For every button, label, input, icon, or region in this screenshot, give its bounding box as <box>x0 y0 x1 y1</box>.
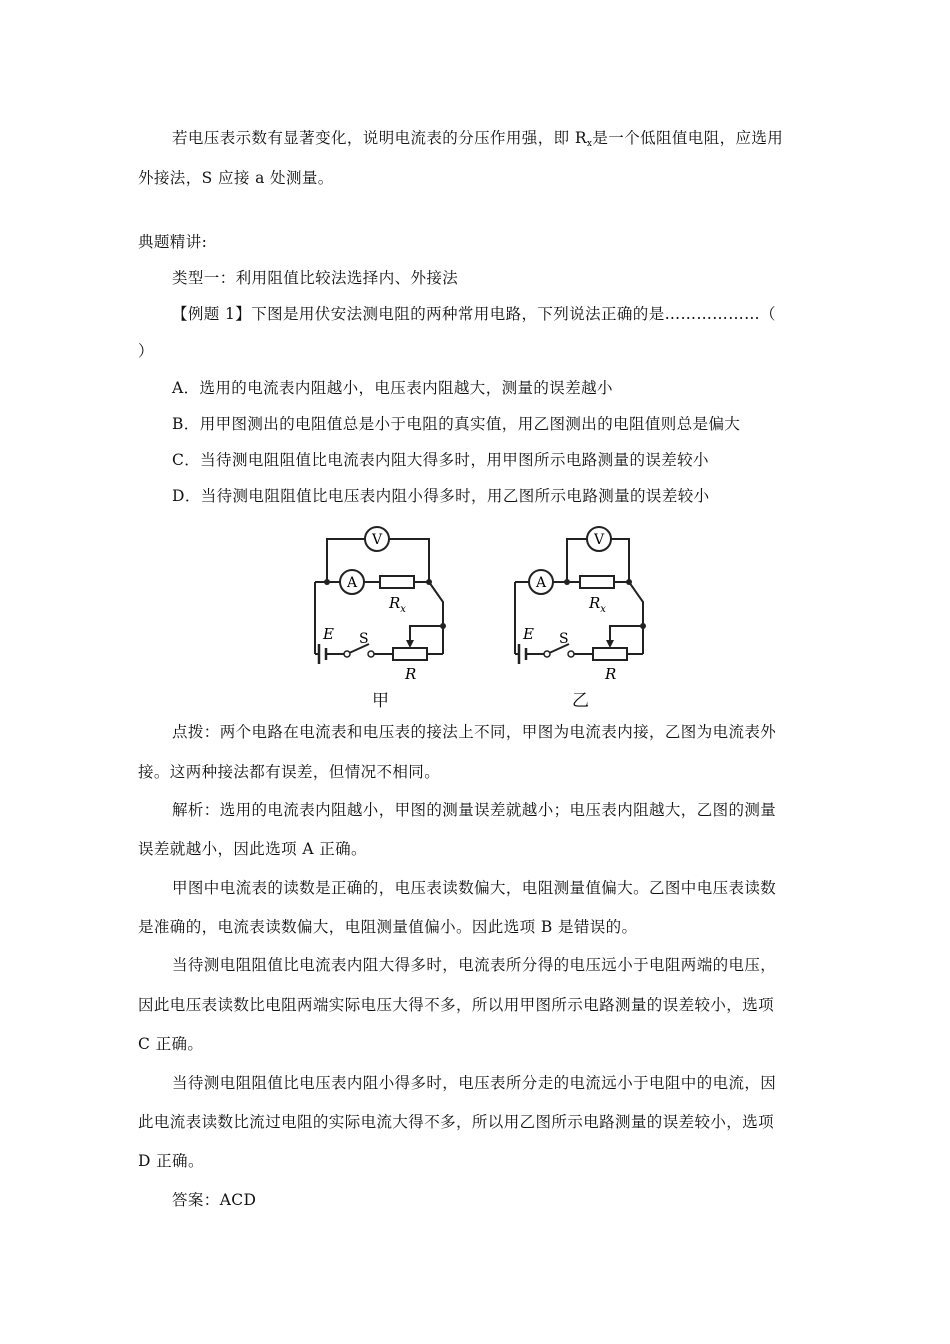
rx-label-jia: $R_x$ <box>389 594 406 615</box>
para1-line2: 外接法，S 应接 a 处测量。 <box>138 169 334 187</box>
analysis-p3-line1: 当待测电阻阻值比电流表内阻大得多时，电流表所分得的电压远小于电阻两端的电压， <box>172 956 777 974</box>
rx-label-yi: $R_x$ <box>589 594 606 615</box>
source-label-yi: E <box>523 625 534 643</box>
switch-label-yi: S <box>559 631 569 647</box>
example-line2: ） <box>138 342 154 360</box>
circuit-jia-svg <box>305 522 465 682</box>
option-c: C．当待测电阻阻值比电流表内阻大得多时，用甲图所示电路测量的误差较小 <box>172 451 709 469</box>
caption-jia: 甲 <box>372 691 389 711</box>
caption-yi: 乙 <box>572 691 589 711</box>
voltmeter-label-jia: V <box>371 532 383 548</box>
rheostat-label-jia: R <box>405 665 417 682</box>
analysis-p1-line2: 误差就越小，因此选项 A 正确。 <box>138 840 367 858</box>
section-title: 典题精讲: <box>138 233 208 251</box>
para1-line1: 若电压表示数有显著变化，说明电流表的分压作用强，即 $R_x$是一个低阻值电阻，应选用 <box>172 129 784 149</box>
option-d: D．当待测电阻阻值比电压表内阻小得多时，用乙图所示电路测量的误差较小 <box>172 487 710 505</box>
analysis-p2-line1: 甲图中电流表的读数是正确的，电压表读数偏大，电阻测量值偏大。乙图中电压表读数 <box>172 879 777 897</box>
analysis-p3-line3: C 正确。 <box>138 1035 204 1053</box>
hint-line2: 接。这两种接法都有误差，但情况不相同。 <box>138 763 441 781</box>
source-label-jia: E <box>323 625 334 643</box>
ammeter-label-jia: A <box>346 575 358 591</box>
analysis-p1-line1: 解析：选用的电流表内阻越小，甲图的测量误差就越小；电压表内阻越大，乙图的测量 <box>172 801 777 819</box>
analysis-p4-line1: 当待测电阻阻值比电压表内阻小得多时，电压表所分走的电流远小于电阻中的电流，因 <box>172 1074 777 1092</box>
circuit-yi-svg <box>505 522 665 682</box>
option-b: B．用甲图测出的电阻值总是小于电阻的真实值，用乙图测出的电阻值则总是偏大 <box>172 415 741 433</box>
hint-line1: 点拨：两个电路在电流表和电压表的接法上不同，甲图为电流表内接，乙图为电流表外 <box>172 723 777 741</box>
type-heading: 类型一：利用阻值比较法选择内、外接法 <box>172 269 459 287</box>
ammeter-label-yi: A <box>535 575 547 591</box>
example-line1: 【例题 1】下图是用伏安法测电阻的两种常用电路，下列说法正确的是………………（ <box>172 305 776 323</box>
analysis-p4-line3: D 正确。 <box>138 1152 204 1170</box>
analysis-p4-line2: 此电流表读数比流过电阻的实际电流大得不多，所以用乙图所示电路测量的误差较小，选项 <box>138 1113 775 1131</box>
analysis-p2-line2: 是准确的，电流表读数偏大，电阻测量值偏小。因此选项 B 是错误的。 <box>138 918 638 936</box>
analysis-p3-line2: 因此电压表读数比电阻两端实际电压大得不多，所以用甲图所示电路测量的误差较小，选项 <box>138 996 775 1014</box>
circuit-diagram-yi <box>505 522 665 686</box>
circuit-diagram-jia <box>305 522 465 686</box>
rheostat-label-yi: R <box>605 665 617 682</box>
voltmeter-label-yi: V <box>593 532 605 548</box>
answer: 答案：ACD <box>172 1191 257 1209</box>
option-a: A．选用的电流表内阻越小，电压表内阻越大，测量的误差越小 <box>172 379 613 397</box>
switch-label-jia: S <box>359 631 369 647</box>
